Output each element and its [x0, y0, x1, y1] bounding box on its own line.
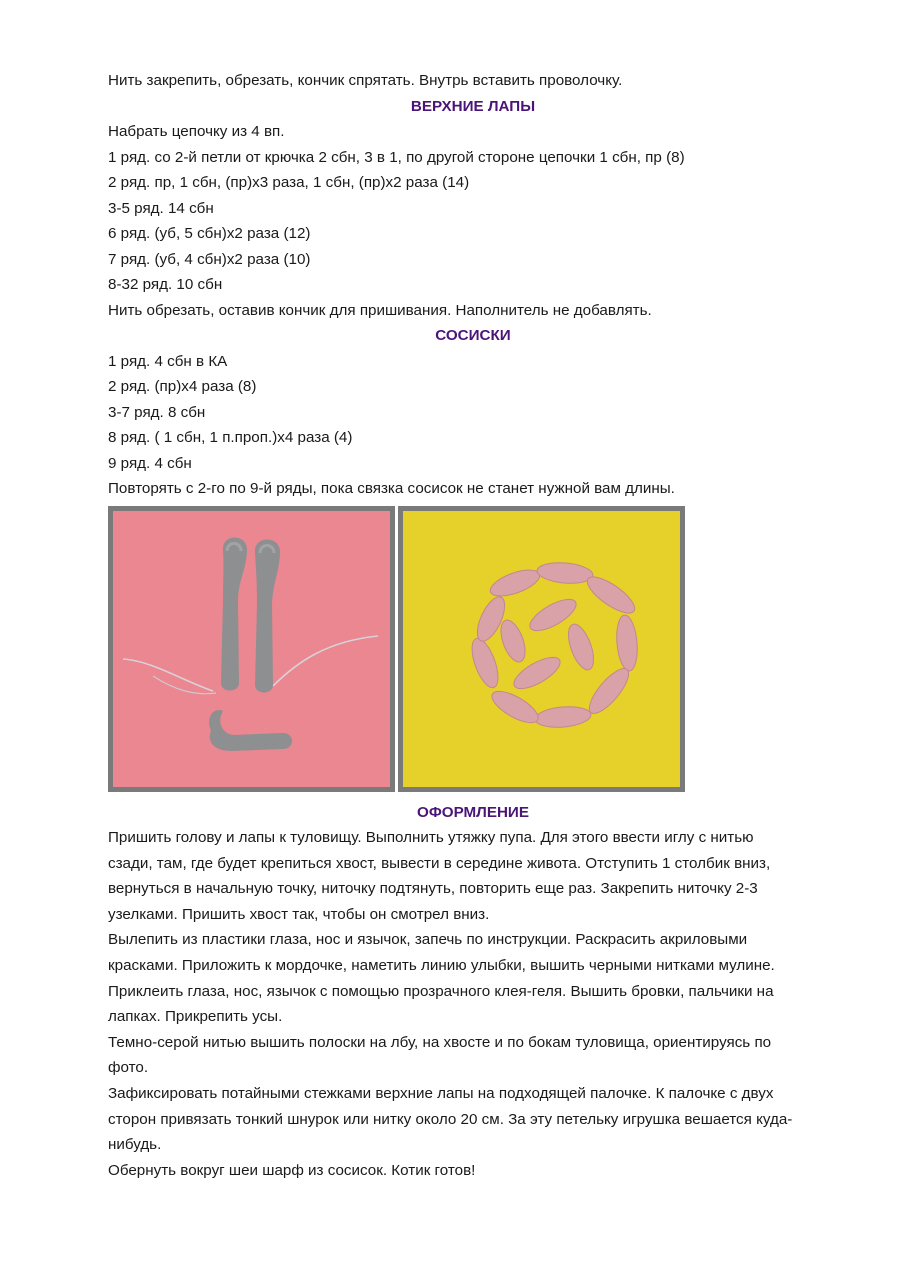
paragraph-line: сзади, там, где будет крепиться хвост, вывести в середине живота. Отступить 1 столбик вниз, — [108, 854, 771, 872]
instruction-line: Нить обрезать, оставив кончик для пришивания. Наполнитель не добавлять. — [108, 301, 652, 319]
instruction-line: 6 ряд. (уб, 5 сбн)х2 раза (12) — [108, 225, 311, 242]
paragraph-line: узелками. Пришить хвост так, чтобы он смотрел вниз. — [108, 905, 490, 923]
instruction-line: 8 ряд. ( 1 сбн, 1 п.проп.)х4 раза (4) — [108, 429, 353, 446]
gray-paws-image — [113, 511, 390, 787]
paragraph-line: лапках. Прикрепить усы. — [108, 1008, 283, 1026]
instruction-line: 3-5 ряд. 14 сбн — [108, 199, 214, 217]
section-title-upper-paws: ВЕРХНИЕ ЛАПЫ — [410, 97, 536, 115]
paragraph-line: вернуться в начальную точку, ниточку подтянуть, повторить еще раз. Закрепить ниточку 2-3 — [108, 880, 758, 898]
paragraph-line: Пришить голову и лапы к туловищу. Выполнить утяжку пупа. Для этого ввести иглу с нитью — [108, 829, 754, 846]
finishing-paragraph — [108, 1030, 838, 1081]
finishing-paragraph — [108, 1158, 838, 1184]
upper-paws-instructions — [108, 119, 838, 323]
instruction-line: Повторять с 2-го по 9-й ряды, пока связка сосисок не станет нужной вам длины. — [108, 480, 675, 497]
section-title-sausages: СОСИСКИ — [435, 327, 511, 344]
paragraph-line: Зафиксировать потайными стежками верхние лапы на подходящей палочке. К палочке с двух — [108, 1084, 774, 1102]
paragraph-line: нибудь. — [108, 1136, 162, 1154]
paragraph-line: фото. — [108, 1059, 149, 1077]
photo-row — [108, 506, 838, 794]
photo-sausage-chain — [398, 506, 685, 792]
sausage-chain-image — [403, 511, 680, 787]
instruction-line: Набрать цепочку из 4 вп. — [108, 123, 285, 140]
instruction-line: 7 ряд. (уб, 4 сбн)х2 раза (10) — [108, 250, 311, 268]
intro-line: Нить закрепить, обрезать, кончик спрятать. Внутрь вставить проволочку. — [108, 72, 623, 89]
instruction-line: 2 ряд. (пр)х4 раза (8) — [108, 378, 257, 395]
instruction-line: 1 ряд. 4 сбн в КА — [108, 352, 228, 370]
instruction-line: 9 ряд. 4 сбн — [108, 454, 192, 472]
finishing-paragraph — [108, 825, 838, 927]
paragraph-line: красками. Приложить к мордочке, наметить линию улыбки, вышить черными нитками мулине. — [108, 956, 775, 974]
instruction-line: 3-7 ряд. 8 сбн — [108, 403, 206, 421]
finishing-instructions — [108, 825, 838, 1183]
paragraph-line: Вылепить из пластики глаза, нос и язычок, запечь по инструкции. Раскрасить акриловыми — [108, 931, 748, 949]
paragraph-line: сторон привязать тонкий шнурок или нитку около 20 см. За эту петельку игрушка вешается куда- — [108, 1110, 793, 1128]
sausages-instructions — [108, 349, 838, 502]
instruction-line: 1 ряд. со 2-й петли от крючка 2 сбн, 3 в 1, по другой стороне цепочки 1 сбн, пр (8) — [108, 148, 685, 166]
finishing-paragraph — [108, 1081, 838, 1158]
paragraph-line: Приклеить глаза, нос, язычок с помощью прозрачного клея-геля. Вышить бровки, пальчики на — [108, 982, 774, 1000]
paragraph-line: Темно-серой нитью вышить полоски на лбу, на хвосте и по бокам туловища, ориентируясь по — [108, 1033, 772, 1051]
photo-gray-paws — [108, 506, 395, 792]
document-page — [108, 68, 838, 1183]
instruction-line: 8-32 ряд. 10 сбн — [108, 276, 223, 293]
instruction-line: 2 ряд. пр, 1 сбн, (пр)х3 раза, 1 сбн, (пр)х2 раза (14) — [108, 174, 470, 191]
paragraph-line: Обернуть вокруг шеи шарф из сосисок. Котик готов! — [108, 1161, 476, 1179]
finishing-paragraph — [108, 927, 838, 1029]
section-title-finishing: ОФОРМЛЕНИЕ — [417, 803, 529, 821]
